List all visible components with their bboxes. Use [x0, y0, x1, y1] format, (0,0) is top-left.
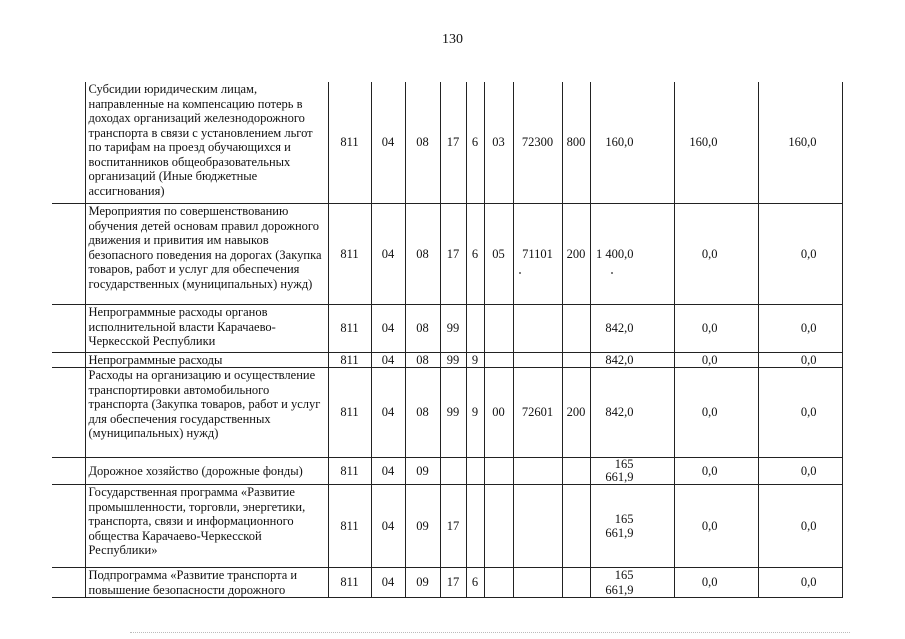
expense-type-cell — [562, 568, 590, 598]
subprogram-code-cell: 6 — [466, 204, 484, 305]
amount-year-1-cell: 165 661,9 — [590, 568, 674, 598]
amount-year-2-cell: 0,0 — [674, 305, 758, 353]
description-cell: Непрограммные расходы органов исполнительной власти Карачаево-Черкесской Республики — [85, 305, 328, 353]
expense-type-cell — [562, 353, 590, 368]
main-activity-code-cell — [484, 485, 513, 568]
program-code-cell: 17 — [440, 485, 466, 568]
amount-year-2-cell: 0,0 — [674, 458, 758, 485]
description-cell: Государственная программа «Развитие промышленности, торговли, энергетики, транспорта, связи и информационного общества Карачаево-Черкесской Республики» — [85, 485, 328, 568]
subsection-code-cell: 08 — [405, 353, 440, 368]
amount-year-3-cell: 0,0 — [758, 458, 842, 485]
expense-type-cell: 200 — [562, 368, 590, 458]
amount-year-2-cell: 0,0 — [674, 353, 758, 368]
direction-code-cell: 72601 — [513, 368, 562, 458]
amount-year-3-cell: 0,0 — [758, 204, 842, 305]
program-code-cell: 99 — [440, 305, 466, 353]
subsection-code-cell: 08 — [405, 368, 440, 458]
main-activity-code-cell: 05 — [484, 204, 513, 305]
row-index-cell — [52, 485, 85, 568]
subsection-code-cell: 08 — [405, 204, 440, 305]
main-activity-code-cell — [484, 353, 513, 368]
subsection-code-cell: 09 — [405, 485, 440, 568]
expense-type-cell: 800 — [562, 82, 590, 204]
amount-year-1-cell: 842,0 — [590, 353, 674, 368]
amount-year-2-cell: 0,0 — [674, 204, 758, 305]
amount-year-3-cell: 0,0 — [758, 568, 842, 598]
table-row — [52, 458, 842, 485]
main-activity-code-cell: 03 — [484, 82, 513, 204]
subprogram-code-cell: 6 — [466, 82, 484, 204]
amount-year-3-cell: 160,0 — [758, 82, 842, 204]
program-code-cell: 99 — [440, 368, 466, 458]
description-cell: Мероприятия по совершенствованию обучения детей основам правил дорожного движения и привития им навыков безопасного поведения на дорогах (Закупка товаров, работ и услуг для обеспечения государственных (муниципальных) нужд) — [85, 204, 328, 305]
direction-code-cell — [513, 305, 562, 353]
direction-code-cell — [513, 568, 562, 598]
subsection-code-cell: 08 — [405, 82, 440, 204]
description-cell: Непрограммные расходы — [85, 353, 328, 368]
ministry-code-cell: 811 — [328, 204, 371, 305]
main-activity-code-cell — [484, 568, 513, 598]
table-row — [52, 485, 842, 568]
subprogram-code-cell: 6 — [466, 568, 484, 598]
expense-type-cell: 200 — [562, 204, 590, 305]
row-index-cell — [52, 568, 85, 598]
budget-table — [52, 82, 843, 598]
subprogram-code-cell — [466, 485, 484, 568]
row-index-cell — [52, 305, 85, 353]
table-row — [52, 368, 842, 458]
amount-year-1-cell: 165 661,9 — [590, 485, 674, 568]
row-index-cell — [52, 204, 85, 305]
amount-year-3-cell: 0,0 — [758, 305, 842, 353]
amount-year-1-cell: 160,0 — [590, 82, 674, 204]
section-code-cell: 04 — [371, 305, 405, 353]
table-row — [52, 353, 842, 368]
subsection-code-cell: 09 — [405, 568, 440, 598]
section-code-cell: 04 — [371, 458, 405, 485]
program-code-cell — [440, 458, 466, 485]
direction-code-cell: 72300 — [513, 82, 562, 204]
direction-code-cell — [513, 353, 562, 368]
ministry-code-cell: 811 — [328, 82, 371, 204]
expense-type-cell — [562, 458, 590, 485]
ministry-code-cell: 811 — [328, 458, 371, 485]
subprogram-code-cell — [466, 458, 484, 485]
main-activity-code-cell — [484, 458, 513, 485]
main-activity-code-cell: 00 — [484, 368, 513, 458]
program-code-cell: 17 — [440, 204, 466, 305]
ministry-code-cell: 811 — [328, 368, 371, 458]
table-row — [52, 568, 842, 598]
amount-year-1-cell: 842,0 — [590, 305, 674, 353]
subprogram-code-cell: 9 — [466, 368, 484, 458]
amount-year-2-cell: 0,0 — [674, 485, 758, 568]
ministry-code-cell: 811 — [328, 353, 371, 368]
direction-code-cell — [513, 458, 562, 485]
section-code-cell: 04 — [371, 82, 405, 204]
scan-edge-line — [130, 632, 850, 633]
section-code-cell: 04 — [371, 204, 405, 305]
row-index-cell — [52, 368, 85, 458]
expense-type-cell — [562, 305, 590, 353]
subprogram-code-cell — [466, 305, 484, 353]
amount-year-3-cell: 0,0 — [758, 368, 842, 458]
description-cell: Дорожное хозяйство (дорожные фонды) — [85, 458, 328, 485]
program-code-cell: 17 — [440, 82, 466, 204]
amount-year-1-cell: 165 661,9 — [590, 458, 674, 485]
scan-speck — [611, 272, 613, 274]
section-code-cell: 04 — [371, 368, 405, 458]
direction-code-cell — [513, 485, 562, 568]
table-row — [52, 305, 842, 353]
direction-code-cell: 71101 — [513, 204, 562, 305]
description-cell: Подпрограмма «Развитие транспорта и повышение безопасности дорожного — [85, 568, 328, 598]
section-code-cell: 04 — [371, 485, 405, 568]
amount-year-2-cell: 160,0 — [674, 82, 758, 204]
description-cell: Расходы на организацию и осуществление транспортировки автомобильного транспорта (Закупка товаров, работ и услуг для обеспечения государственных (муниципальных) нужд) — [85, 368, 328, 458]
table-row — [52, 82, 842, 204]
subsection-code-cell: 09 — [405, 458, 440, 485]
ministry-code-cell: 811 — [328, 305, 371, 353]
section-code-cell: 04 — [371, 568, 405, 598]
program-code-cell: 17 — [440, 568, 466, 598]
description-cell: Субсидии юридическим лицам, направленные на компенсацию потерь в доходах организаций железнодорожного транспорта в связи с установлением льгот по тарифам на проезд обучающихся и воспитанников общеобразовательных организаций (Иные бюджетные ассигнования) — [85, 82, 328, 204]
row-index-cell — [52, 82, 85, 204]
amount-year-3-cell: 0,0 — [758, 485, 842, 568]
ministry-code-cell: 811 — [328, 568, 371, 598]
row-index-cell — [52, 458, 85, 485]
amount-year-2-cell: 0,0 — [674, 568, 758, 598]
amount-year-1-cell: 842,0 — [590, 368, 674, 458]
page-number: 130 — [442, 32, 463, 47]
row-index-cell — [52, 353, 85, 368]
table-row — [52, 204, 842, 305]
subsection-code-cell: 08 — [405, 305, 440, 353]
main-activity-code-cell — [484, 305, 513, 353]
scan-speck — [519, 272, 521, 274]
amount-year-3-cell: 0,0 — [758, 353, 842, 368]
amount-year-2-cell: 0,0 — [674, 368, 758, 458]
section-code-cell: 04 — [371, 353, 405, 368]
program-code-cell: 99 — [440, 353, 466, 368]
subprogram-code-cell: 9 — [466, 353, 484, 368]
amount-year-1-cell: 1 400,0 — [590, 204, 674, 305]
expense-type-cell — [562, 485, 590, 568]
ministry-code-cell: 811 — [328, 485, 371, 568]
